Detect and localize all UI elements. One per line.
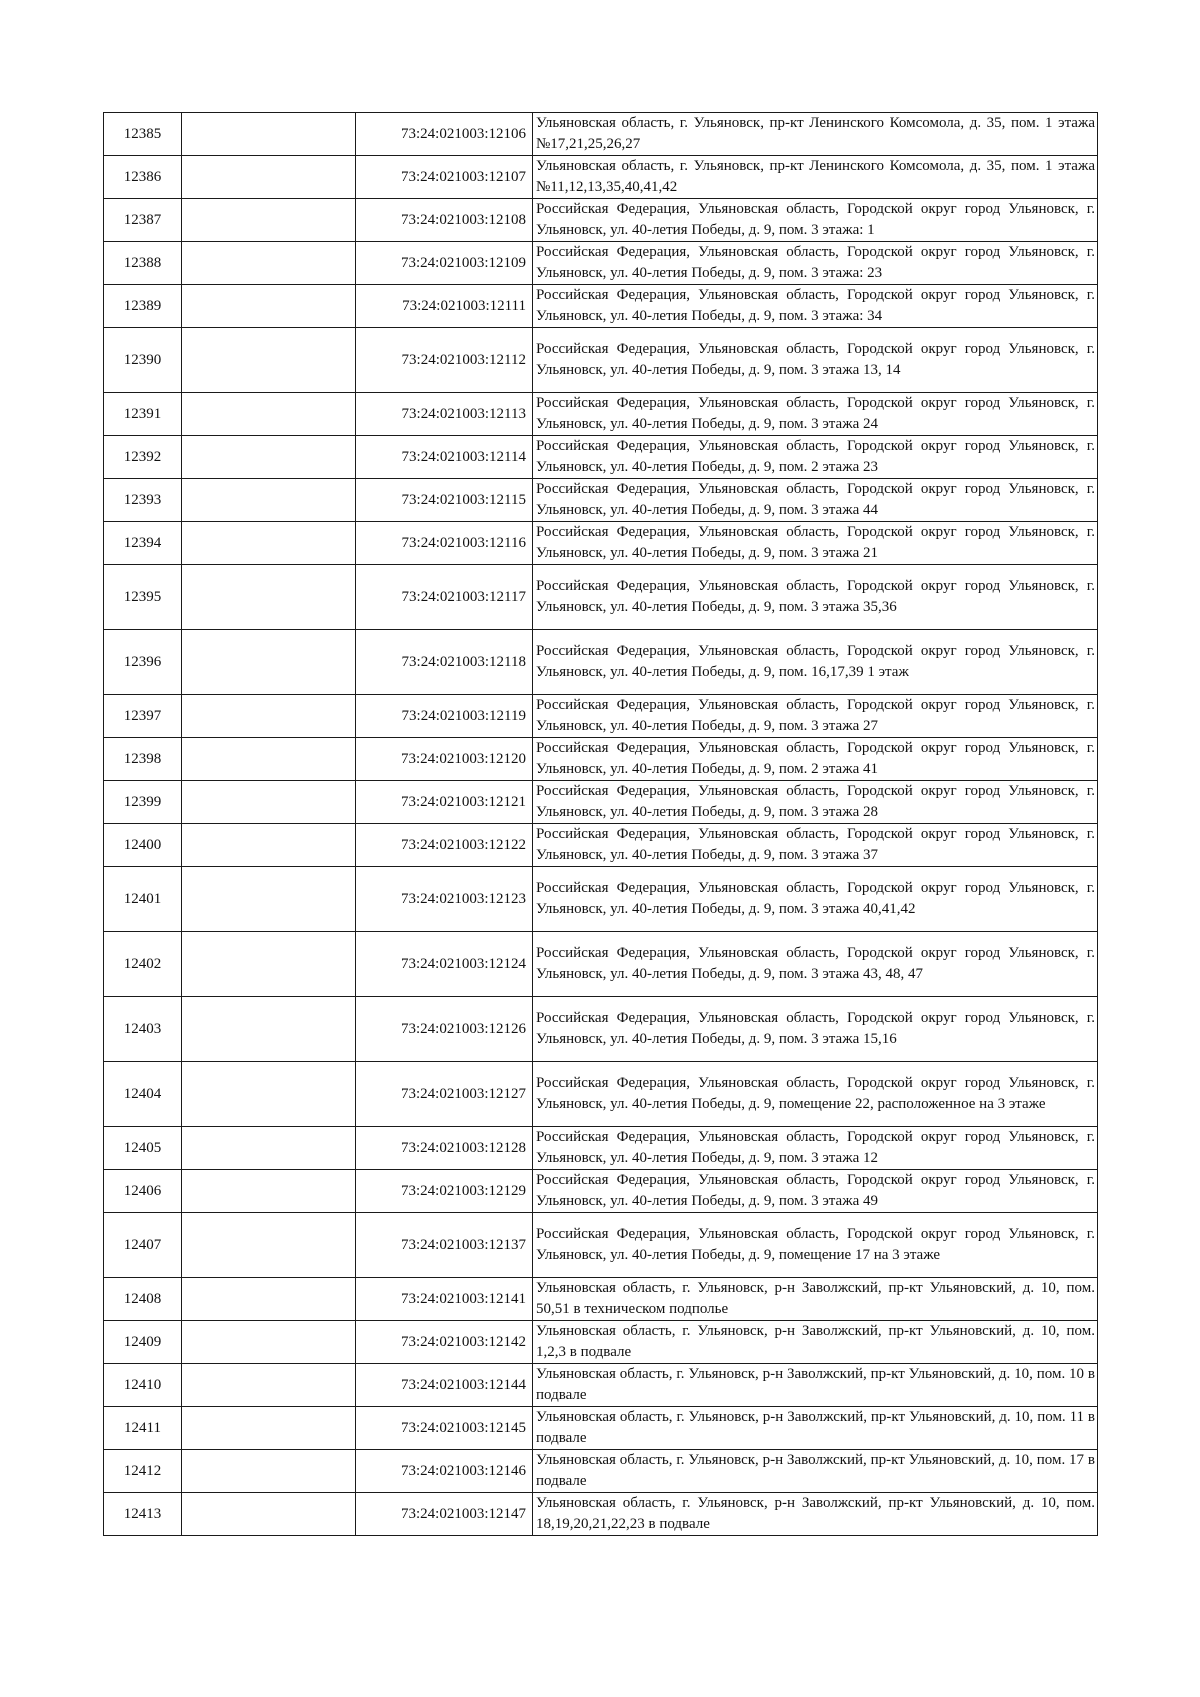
row-number-cell: 12412 [104, 1450, 182, 1493]
cadastral-number-cell: 73:24:021003:12147 [356, 1493, 533, 1536]
empty-cell [182, 436, 356, 479]
property-table [103, 112, 1098, 1536]
cadastral-number-cell: 73:24:021003:12121 [356, 781, 533, 824]
row-number-cell: 12393 [104, 479, 182, 522]
row-number-cell: 12413 [104, 1493, 182, 1536]
empty-cell [182, 1450, 356, 1493]
address-cell: Российская Федерация, Ульяновская область, Городской округ город Ульяновск, г. Ульяновск, ул. 40-летия Победы, д. 9, пом. 16,17,39 1 этаж [533, 630, 1098, 695]
table-row [104, 1364, 1098, 1407]
address-cell: Ульяновская область, г. Ульяновск, р-н Заволжский, пр-кт Ульяновский, д. 10, пом. 17 в подвале [533, 1450, 1098, 1493]
row-number-cell: 12410 [104, 1364, 182, 1407]
cadastral-number-cell: 73:24:021003:12120 [356, 738, 533, 781]
cadastral-number-cell: 73:24:021003:12114 [356, 436, 533, 479]
empty-cell [182, 1278, 356, 1321]
address-cell: Российская Федерация, Ульяновская область, Городской округ город Ульяновск, г. Ульяновск, ул. 40-летия Победы, д. 9, пом. 3 этажа 28 [533, 781, 1098, 824]
cadastral-number-cell: 73:24:021003:12122 [356, 824, 533, 867]
empty-cell [182, 156, 356, 199]
empty-cell [182, 932, 356, 997]
address-cell: Ульяновская область, г. Ульяновск, пр-кт Ленинского Комсомола, д. 35, пом. 1 этажа №17,21,25,26,27 [533, 113, 1098, 156]
cadastral-number-cell: 73:24:021003:12115 [356, 479, 533, 522]
table-row [104, 1170, 1098, 1213]
row-number-cell: 12387 [104, 199, 182, 242]
address-cell: Ульяновская область, г. Ульяновск, пр-кт Ленинского Комсомола, д. 35, пом. 1 этажа №11,12,13,35,40,41,42 [533, 156, 1098, 199]
table-row [104, 1127, 1098, 1170]
cadastral-number-cell: 73:24:021003:12112 [356, 328, 533, 393]
cadastral-number-cell: 73:24:021003:12129 [356, 1170, 533, 1213]
cadastral-number-cell: 73:24:021003:12128 [356, 1127, 533, 1170]
row-number-cell: 12411 [104, 1407, 182, 1450]
empty-cell [182, 630, 356, 695]
row-number-cell: 12394 [104, 522, 182, 565]
row-number-cell: 12385 [104, 113, 182, 156]
cadastral-number-cell: 73:24:021003:12116 [356, 522, 533, 565]
empty-cell [182, 479, 356, 522]
cadastral-number-cell: 73:24:021003:12124 [356, 932, 533, 997]
cadastral-number-cell: 73:24:021003:12108 [356, 199, 533, 242]
cadastral-number-cell: 73:24:021003:12106 [356, 113, 533, 156]
table-row [104, 932, 1098, 997]
address-cell: Российская Федерация, Ульяновская область, Городской округ город Ульяновск, г. Ульяновск, ул. 40-летия Победы, д. 9, пом. 3 этажа 12 [533, 1127, 1098, 1170]
table-row [104, 436, 1098, 479]
cadastral-number-cell: 73:24:021003:12109 [356, 242, 533, 285]
row-number-cell: 12392 [104, 436, 182, 479]
address-cell: Российская Федерация, Ульяновская область, Городской округ город Ульяновск, г. Ульяновск, ул. 40-летия Победы, д. 9, пом. 3 этажа 43, 48, 47 [533, 932, 1098, 997]
row-number-cell: 12409 [104, 1321, 182, 1364]
table-row [104, 1450, 1098, 1493]
cadastral-number-cell: 73:24:021003:12117 [356, 565, 533, 630]
row-number-cell: 12405 [104, 1127, 182, 1170]
table-row [104, 1493, 1098, 1536]
table-row [104, 156, 1098, 199]
table-row [104, 328, 1098, 393]
row-number-cell: 12391 [104, 393, 182, 436]
row-number-cell: 12389 [104, 285, 182, 328]
table-body [104, 113, 1098, 1536]
empty-cell [182, 997, 356, 1062]
row-number-cell: 12395 [104, 565, 182, 630]
row-number-cell: 12386 [104, 156, 182, 199]
row-number-cell: 12390 [104, 328, 182, 393]
address-cell: Российская Федерация, Ульяновская область, Городской округ город Ульяновск, г. Ульяновск, ул. 40-летия Победы, д. 9, пом. 3 этажа 15,16 [533, 997, 1098, 1062]
cadastral-number-cell: 73:24:021003:12123 [356, 867, 533, 932]
empty-cell [182, 285, 356, 328]
address-cell: Российская Федерация, Ульяновская область, Городской округ город Ульяновск, г. Ульяновск, ул. 40-летия Победы, д. 9, пом. 3 этажа 21 [533, 522, 1098, 565]
table-row [104, 113, 1098, 156]
address-cell: Российская Федерация, Ульяновская область, Городской округ город Ульяновск, г. Ульяновск, ул. 40-летия Победы, д. 9, пом. 3 этажа 13, 14 [533, 328, 1098, 393]
row-number-cell: 12408 [104, 1278, 182, 1321]
cadastral-number-cell: 73:24:021003:12146 [356, 1450, 533, 1493]
empty-cell [182, 565, 356, 630]
empty-cell [182, 1062, 356, 1127]
address-cell: Ульяновская область, г. Ульяновск, р-н Заволжский, пр-кт Ульяновский, д. 10, пом. 50,51 в техническом подполье [533, 1278, 1098, 1321]
row-number-cell: 12407 [104, 1213, 182, 1278]
address-cell: Российская Федерация, Ульяновская область, Городской округ город Ульяновск, г. Ульяновск, ул. 40-летия Победы, д. 9, пом. 3 этажа 27 [533, 695, 1098, 738]
address-cell: Российская Федерация, Ульяновская область, Городской округ город Ульяновск, г. Ульяновск, ул. 40-летия Победы, д. 9, пом. 3 этажа 37 [533, 824, 1098, 867]
table-row [104, 285, 1098, 328]
address-cell: Российская Федерация, Ульяновская область, Городской округ город Ульяновск, г. Ульяновск, ул. 40-летия Победы, д. 9, пом. 3 этажа: 34 [533, 285, 1098, 328]
empty-cell [182, 695, 356, 738]
empty-cell [182, 1170, 356, 1213]
table-row [104, 479, 1098, 522]
empty-cell [182, 1127, 356, 1170]
address-cell: Ульяновская область, г. Ульяновск, р-н Заволжский, пр-кт Ульяновский, д. 10, пом. 11 в подвале [533, 1407, 1098, 1450]
row-number-cell: 12397 [104, 695, 182, 738]
table-row [104, 630, 1098, 695]
cadastral-number-cell: 73:24:021003:12113 [356, 393, 533, 436]
row-number-cell: 12406 [104, 1170, 182, 1213]
table-row [104, 738, 1098, 781]
table-row [104, 565, 1098, 630]
address-cell: Российская Федерация, Ульяновская область, Городской округ город Ульяновск, г. Ульяновск, ул. 40-летия Победы, д. 9, пом. 3 этажа: 23 [533, 242, 1098, 285]
address-cell: Российская Федерация, Ульяновская область, Городской округ город Ульяновск, г. Ульяновск, ул. 40-летия Победы, д. 9, пом. 3 этажа 40,41,42 [533, 867, 1098, 932]
cadastral-number-cell: 73:24:021003:12144 [356, 1364, 533, 1407]
address-cell: Российская Федерация, Ульяновская область, Городской округ город Ульяновск, г. Ульяновск, ул. 40-летия Победы, д. 9, пом. 3 этажа 24 [533, 393, 1098, 436]
row-number-cell: 12396 [104, 630, 182, 695]
table-row [104, 1213, 1098, 1278]
cadastral-number-cell: 73:24:021003:12111 [356, 285, 533, 328]
empty-cell [182, 824, 356, 867]
address-cell: Ульяновская область, г. Ульяновск, р-н Заволжский, пр-кт Ульяновский, д. 10, пом. 10 в подвале [533, 1364, 1098, 1407]
table-row [104, 522, 1098, 565]
row-number-cell: 12401 [104, 867, 182, 932]
table-row [104, 199, 1098, 242]
cadastral-number-cell: 73:24:021003:12119 [356, 695, 533, 738]
row-number-cell: 12388 [104, 242, 182, 285]
empty-cell [182, 522, 356, 565]
table-row [104, 242, 1098, 285]
empty-cell [182, 393, 356, 436]
row-number-cell: 12402 [104, 932, 182, 997]
cadastral-number-cell: 73:24:021003:12142 [356, 1321, 533, 1364]
table-row [104, 393, 1098, 436]
table-row [104, 1278, 1098, 1321]
row-number-cell: 12399 [104, 781, 182, 824]
table-row [104, 1321, 1098, 1364]
cadastral-number-cell: 73:24:021003:12141 [356, 1278, 533, 1321]
address-cell: Российская Федерация, Ульяновская область, Городской округ город Ульяновск, г. Ульяновск, ул. 40-летия Победы, д. 9, пом. 2 этажа 23 [533, 436, 1098, 479]
row-number-cell: 12400 [104, 824, 182, 867]
empty-cell [182, 199, 356, 242]
address-cell: Российская Федерация, Ульяновская область, Городской округ город Ульяновск, г. Ульяновск, ул. 40-летия Победы, д. 9, пом. 2 этажа 41 [533, 738, 1098, 781]
address-cell: Российская Федерация, Ульяновская область, Городской округ город Ульяновск, г. Ульяновск, ул. 40-летия Победы, д. 9, пом. 3 этажа 49 [533, 1170, 1098, 1213]
address-cell: Российская Федерация, Ульяновская область, Городской округ город Ульяновск, г. Ульяновск, ул. 40-летия Победы, д. 9, помещение 17 на 3 этаже [533, 1213, 1098, 1278]
address-cell: Российская Федерация, Ульяновская область, Городской округ город Ульяновск, г. Ульяновск, ул. 40-летия Победы, д. 9, пом. 3 этажа 44 [533, 479, 1098, 522]
cadastral-number-cell: 73:24:021003:12145 [356, 1407, 533, 1450]
address-cell: Российская Федерация, Ульяновская область, Городской округ город Ульяновск, г. Ульяновск, ул. 40-летия Победы, д. 9, помещение 22, расположенное на 3 этаже [533, 1062, 1098, 1127]
empty-cell [182, 1407, 356, 1450]
row-number-cell: 12403 [104, 997, 182, 1062]
empty-cell [182, 738, 356, 781]
empty-cell [182, 328, 356, 393]
cadastral-number-cell: 73:24:021003:12107 [356, 156, 533, 199]
cadastral-number-cell: 73:24:021003:12126 [356, 997, 533, 1062]
table-row [104, 824, 1098, 867]
address-cell: Российская Федерация, Ульяновская область, Городской округ город Ульяновск, г. Ульяновск, ул. 40-летия Победы, д. 9, пом. 3 этажа: 1 [533, 199, 1098, 242]
cadastral-number-cell: 73:24:021003:12137 [356, 1213, 533, 1278]
empty-cell [182, 1321, 356, 1364]
cadastral-number-cell: 73:24:021003:12127 [356, 1062, 533, 1127]
empty-cell [182, 1364, 356, 1407]
empty-cell [182, 113, 356, 156]
cadastral-number-cell: 73:24:021003:12118 [356, 630, 533, 695]
address-cell: Ульяновская область, г. Ульяновск, р-н Заволжский, пр-кт Ульяновский, д. 10, пом. 18,19,20,21,22,23 в подвале [533, 1493, 1098, 1536]
table-row [104, 1407, 1098, 1450]
table-row [104, 781, 1098, 824]
empty-cell [182, 867, 356, 932]
row-number-cell: 12404 [104, 1062, 182, 1127]
table-row [104, 997, 1098, 1062]
table-row [104, 1062, 1098, 1127]
address-cell: Российская Федерация, Ульяновская область, Городской округ город Ульяновск, г. Ульяновск, ул. 40-летия Победы, д. 9, пом. 3 этажа 35,36 [533, 565, 1098, 630]
address-cell: Ульяновская область, г. Ульяновск, р-н Заволжский, пр-кт Ульяновский, д. 10, пом. 1,2,3 в подвале [533, 1321, 1098, 1364]
row-number-cell: 12398 [104, 738, 182, 781]
empty-cell [182, 781, 356, 824]
empty-cell [182, 242, 356, 285]
empty-cell [182, 1493, 356, 1536]
empty-cell [182, 1213, 356, 1278]
table-row [104, 867, 1098, 932]
table-row [104, 695, 1098, 738]
